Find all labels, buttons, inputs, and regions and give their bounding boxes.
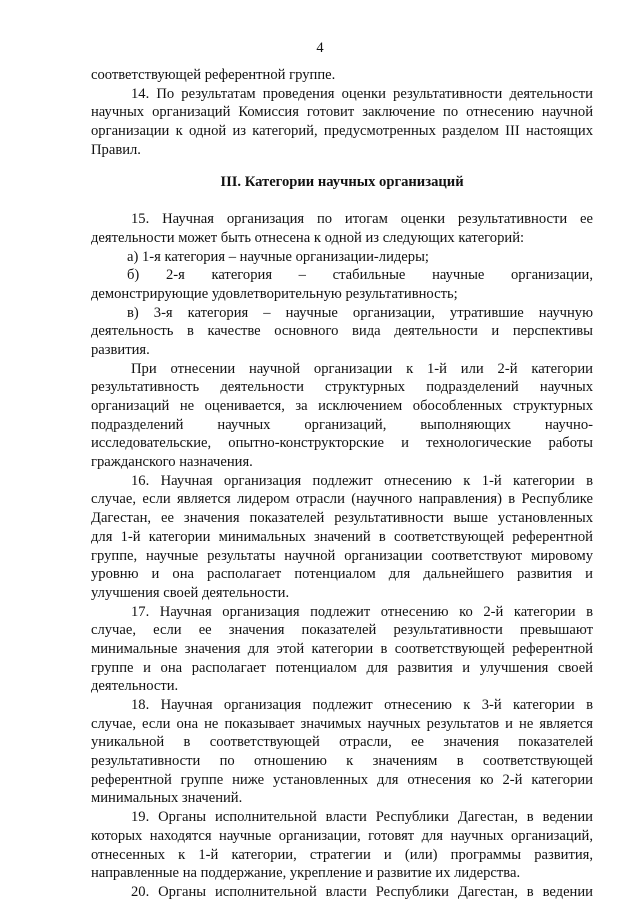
text-line: исследовательские, опытно-конструкторские и технологические работы xyxy=(91,435,593,452)
paragraph-19 xyxy=(91,808,593,883)
text-line: 16. Научная организация подлежит отнесению к 1-й категории в xyxy=(131,472,593,489)
page-number: 4 xyxy=(316,40,324,56)
text-line: 14. По результатам проведения оценки результативности деятельности xyxy=(131,85,593,102)
text-line: организаций не оценивается, за исключением обособленных структурных xyxy=(91,398,593,415)
text-line: 20. Органы исполнительной власти Республики Дагестан, в ведении xyxy=(131,883,593,900)
text-line: в) 3-я категория – научные организации, утратившие научную xyxy=(127,304,593,321)
text-line: Дагестан, ее значения показателей результативности выше установленных xyxy=(91,510,593,527)
text-line: группе, научные результаты научной организации соответствуют мировому xyxy=(91,547,593,564)
text-line: улучшения своей деятельности. xyxy=(91,584,290,601)
paragraph-20 xyxy=(91,883,593,902)
text-line: демонстрирующие удовлетворительную результативность; xyxy=(91,285,458,302)
text-line: развития. xyxy=(91,341,150,358)
text-line: научных организаций Комиссия готовит заключение по отнесению научной xyxy=(91,104,593,121)
document-body xyxy=(91,66,593,902)
text-line: подразделений научных организаций, выполняющих научно- xyxy=(91,416,593,433)
paragraph-18 xyxy=(91,696,593,808)
text-line: случае, если ее значения показателей результативности превышают xyxy=(91,622,593,639)
text-line: уникальной в соответствующей отрасли, ее значения показателей xyxy=(91,734,593,751)
text-line: деятельности может быть отнесена к одной из следующих категорий: xyxy=(91,229,525,246)
text-line: а) 1-я категория – научные организации-лидеры; xyxy=(127,248,429,265)
text-line: которых находятся научные организации, готовят для научных организаций, xyxy=(91,827,593,844)
text-line: 17. Научная организация подлежит отнесению ко 2-й категории в xyxy=(131,603,593,620)
paragraph-14 xyxy=(91,85,593,160)
text-line: деятельность в качестве основного вида деятельности и перспективы xyxy=(91,323,593,340)
text-line: минимальных значений. xyxy=(91,790,243,807)
text-line: организации к одной из категорий, предусмотренных разделом III настоящих xyxy=(91,123,593,140)
text-line: референтной группе ниже установленных для отнесения ко 2-й категории xyxy=(91,771,593,788)
section-heading: III. Категории научных организаций xyxy=(220,174,464,191)
category-item-b xyxy=(91,266,593,303)
text-line: направленные на поддержание, укрепление и развитие их лидерства. xyxy=(91,865,521,882)
paragraph-17 xyxy=(91,603,593,696)
paragraph-13-tail xyxy=(91,66,593,85)
text-line: результативности по отношению к значениям в соответствующей xyxy=(91,753,593,770)
text-line: 19. Органы исполнительной власти Республики Дагестан, в ведении xyxy=(131,809,593,826)
text-line: б) 2-я категория – стабильные научные организации, xyxy=(127,267,593,284)
text-line: деятельности. xyxy=(91,678,179,695)
paragraph-15-note xyxy=(91,360,593,472)
text-line: случае, если она не показывает значимых научных результатов и не является xyxy=(91,715,593,732)
text-line: Правил. xyxy=(91,141,141,158)
text-line: При отнесении научной организации к 1-й или 2-й категории xyxy=(131,360,593,377)
paragraph-15 xyxy=(91,210,593,247)
text-line: результативность деятельности структурных подразделений научных xyxy=(91,379,593,396)
text-line: соответствующей референтной группе. xyxy=(91,67,336,83)
text-line: случае, если является лидером отрасли (научного направления) в Республике xyxy=(91,491,593,508)
text-line: для 1-й категории минимальных значений в соответствующей референтной xyxy=(91,528,593,545)
text-line: гражданского назначения. xyxy=(91,454,253,471)
text-line: группе и она располагает потенциалом для развития и улучшения своей xyxy=(91,659,593,676)
text-line: уровню и она располагает потенциалом для дальнейшего развития и xyxy=(91,566,593,583)
text-line: минимальные значения для этой категории в соответствующей референтной xyxy=(91,640,593,657)
text-line: 18. Научная организация подлежит отнесению к 3-й категории в xyxy=(131,697,593,714)
paragraph-16 xyxy=(91,472,593,603)
text-line: отнесенных к 1-й категории, стратегии и (или) программы развития, xyxy=(91,846,593,863)
category-item-a xyxy=(91,248,593,267)
category-item-c xyxy=(91,304,593,360)
text-line: 15. Научная организация по итогам оценки результативности ее xyxy=(131,211,593,228)
